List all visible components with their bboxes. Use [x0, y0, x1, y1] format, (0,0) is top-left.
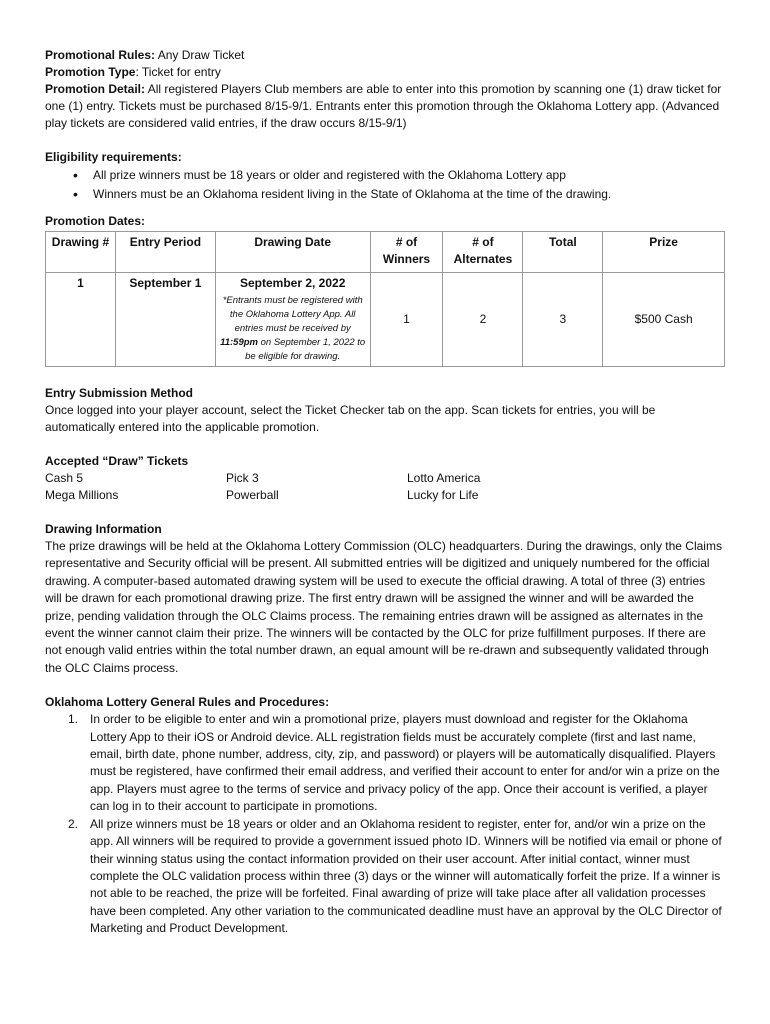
eligibility-item: • All prize winners must be 18 years or older and registered with the Oklahoma Lottery app: [93, 166, 725, 185]
type-value: : Ticket for entry: [135, 65, 221, 79]
list-number: 1.: [68, 712, 79, 727]
col-header-drawing-date: Drawing Date: [215, 232, 370, 273]
cell-drawing: 1: [46, 273, 116, 367]
ticket-name: Cash 5: [45, 471, 84, 485]
col-header-prize: Prize: [603, 232, 725, 273]
drawing-date-value: September 2, 2022: [239, 276, 346, 290]
rules-label: Promotional Rules:: [45, 48, 156, 62]
eligibility-list: [45, 166, 725, 204]
ticket-name: Pick 3: [226, 471, 259, 485]
cell-prize: $500 Cash: [603, 273, 725, 367]
drawing-date-note: [220, 294, 366, 364]
promotion-type-line: [45, 64, 725, 81]
ticket-name: Lotto America: [407, 471, 481, 485]
col-header-total: Total: [523, 232, 603, 273]
ticket-name: Lucky for Life: [407, 488, 479, 502]
general-rules-title: Oklahoma Lottery General Rules and Procedures:: [45, 695, 330, 710]
note-part-b: on September 1, 2022 to be eligible for drawing.: [245, 337, 366, 362]
drawing-info-text: The prize drawings will be held at the Oklahoma Lottery Commission (OLC) headquarters. During the drawings, only the Claims representative and Security official will be present. All submitted entries will be digitized and uniquely numbered for the official drawing. A computer-based automated drawing system will be used to execute the official drawing. A total of three (3) entries will be drawn for each promotional drawing prize. The first entry drawn will be assigned the winner and will be awarded the prize, pending validation through the OLC Claims process. The remaining entries drawn will be assigned as alternates in the event the winner cannot claim their prize. The winners will be contacted by the OLC for prize fulfillment purposes. If there are not enough valid entries within the total number drawn, an equal amount will be re-drawn and subsequently validated through the OLC Claims process.: [45, 539, 722, 675]
eligibility-item: • Winners must be an Oklahoma resident living in the State of Oklahoma at the time of the drawing.: [93, 185, 725, 204]
accepted-tickets-grid: [45, 470, 725, 504]
promotion-dates-title: Promotion Dates:: [45, 214, 146, 228]
col-header-winners: # of Winners: [370, 232, 443, 273]
cell-drawing-date: [215, 273, 370, 367]
list-text: In order to be eligible to enter and win a promotional prize, players must download and register for the Oklahoma Lottery App to their iOS or Android device. ALL registration fields must be accurately complete (first and last name, email, birth date, phone number, address, city, zip, and password) or players will be automatically disqualified. Players must be registered, have confirmed their email address, and verified their account to enter for and/or win a prize on the app. Players must agree to the terms of service and privacy policy of the app. Once their account is verified, a player can log in to their account to participate in promotions.: [90, 712, 720, 814]
note-time: 11:59pm: [220, 337, 258, 348]
cell-entry-period: September 1: [115, 273, 215, 367]
table-row: [46, 273, 725, 367]
detail-value: All registered Players Club members are able to enter into this promotion by scanning one (1) draw ticket for one (1) entry. Tickets must be purchased 8/15-9/1. Entrants enter this promotion through the Oklahoma Lottery app. (Advanced play tickets are considered valid entries, if the draw occurs 8/15-9/1): [45, 82, 722, 130]
entry-method-title: Entry Submission Method: [45, 386, 194, 400]
ticket-name: Powerball: [226, 488, 279, 502]
promotion-detail-line: [45, 81, 725, 132]
list-text: All prize winners must be 18 years or older and an Oklahoma resident to register, enter for, and/or win a prize on the app. All winners will be required to provide a government issued photo ID. Winners will be notified via email or phone of their winning status using the contact information provided on their user account. After initial contact, winner must complete the OLC validation process within three (3) days or the winner will automatically forfeit the prize. If a winner is not able to be reached, the prize will be forfeited. Final awarding of prize will take place after all validation processes have been completed. Any other variation to the communicated deadline must have an approval by the OLC Director of Marketing and Product Development.: [90, 816, 722, 936]
col-header-drawing: Drawing #: [46, 232, 116, 273]
detail-label: Promotion Detail:: [45, 82, 146, 96]
note-part-a: *Entrants must be registered with the Oklahoma Lottery App. All entries must be received by: [222, 295, 363, 334]
list-number: 2.: [68, 816, 79, 831]
entry-method-text: Once logged into your player account, select the Ticket Checker tab on the app. Scan tickets for entries, you will be automatically entered into the applicable promotion.: [45, 403, 656, 434]
eligibility-title: Eligibility requirements:: [45, 150, 182, 164]
list-item: [68, 711, 725, 815]
type-label: Promotion Type: [45, 65, 136, 79]
cell-alternates: 2: [443, 273, 523, 367]
general-rules-list: [45, 711, 725, 937]
promotional-rules-line: [45, 47, 725, 64]
rules-value: Any Draw Ticket: [155, 48, 245, 62]
drawing-info-title: Drawing Information: [45, 522, 162, 536]
accepted-tickets-title: Accepted “Draw” Tickets: [45, 454, 189, 468]
ticket-name: Mega Millions: [45, 488, 119, 502]
col-header-alternates: # of Alternates: [443, 232, 523, 273]
list-item: [68, 816, 725, 938]
cell-total: 3: [523, 273, 603, 367]
cell-winners: 1: [370, 273, 443, 367]
table-header-row: [46, 232, 725, 273]
col-header-entry-period: Entry Period: [115, 232, 215, 273]
promotion-dates-table: [45, 231, 725, 367]
